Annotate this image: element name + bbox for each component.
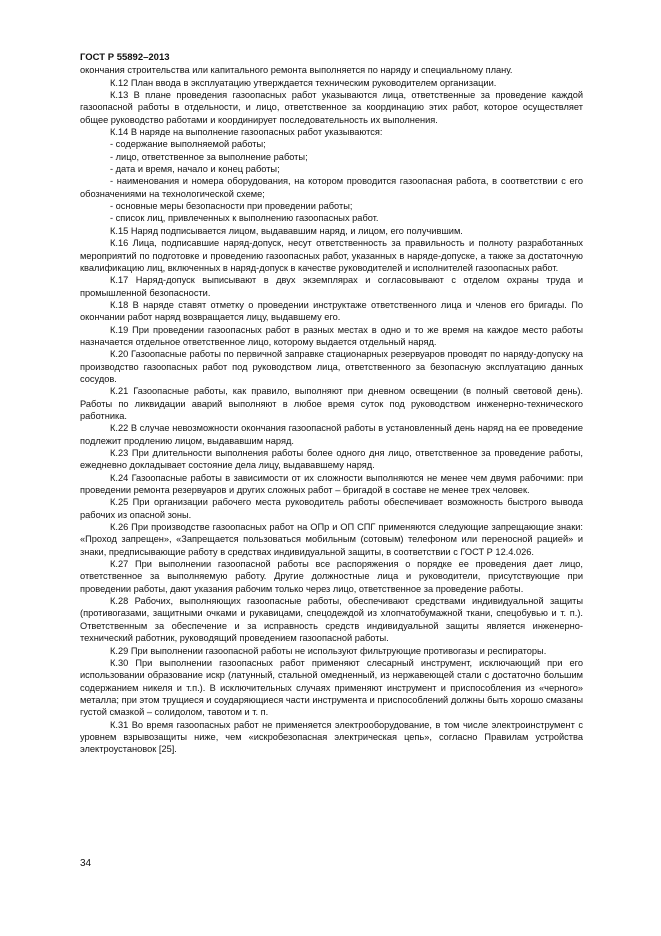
paragraph: окончания строительства или капитального ремонта выполняется по наряду и специальному плану.: [80, 65, 513, 76]
paragraph: - дата и время, начало и конец работы;: [110, 164, 280, 175]
paragraph: К.17 Наряд-допуск выписывают в двух экземплярах и согласовывают с отделом охраны труда и промышленной безопасности.: [80, 275, 583, 298]
paragraph: К.18 В наряде ставят отметку о проведении инструктаже ответственного лица и членов его бригады. По окончании работ наряд возвращается лицу, выдавшему его.: [80, 299, 583, 323]
paragraph: К.14 В наряде на выполнение газоопасных работ указываются:: [110, 127, 383, 138]
paragraph: К.15 Наряд подписывается лицом, выдававшим наряд, и лицом, его получившим.: [110, 225, 463, 236]
paragraph: К.26 При производстве газоопасных работ на ОПр и ОП СПГ применяются следующие запрещающие знаки: «Проход запрещен», «Запрещается пользоваться мобильным (сотовым) телефоном или переносной рацией» и знаки, предписывающие работу в средствах индивидуальной защиты, в соответствии с ГОСТ Р 12.4.026.: [80, 522, 583, 557]
paragraph: К.16 Лица, подписавшие наряд-допуск, несут ответственность за правильность и полноту разработанных мероприятий по подготовке и проведению газоопасных работ, указанных в наряде-допуске, а также за достаточную квалификацию лиц, включенных в наряд-допуск в качестве руководителей и исполнителей газоопасных работ.: [80, 238, 583, 273]
paragraph: К.21 Газоопасные работы, как правило, выполняют при дневном освещении (в полный световой день). Работы по ликвидации аварий выполняют в любое время суток под руководством инженерно-технического работника.: [80, 386, 583, 421]
paragraph: К.19 При проведении газоопасных работ в разных местах в одно и то же время на каждое место работы назначается отдельное ответственное лицо, которому выдается отдельный наряд.: [80, 324, 583, 347]
paragraph: - список лиц, привлеченных к выполнению газоопасных работ.: [110, 213, 379, 224]
paragraph: К.22 В случае невозможности окончания газоопасной работы в установленный день наряд на ее проведение подлежит продлению лицом, выдававшим наряд.: [80, 423, 583, 446]
paragraph: К.25 При организации рабочего места руководитель работы обеспечивает возможность быстрого вывода рабочих из опасной зоны.: [80, 497, 583, 520]
paragraph: К.27 При выполнении газоопасной работы все распоряжения о порядке ее проведения дает лицо, ответственное за выполняемую работу. Другие должностные лица и руководители, присутствующие при проведении работы, дают указания рабочим только через лицо, ответственное за проведение работы.: [80, 559, 583, 594]
paragraph: К.31 Во время газоопасных работ не применяется электрооборудование, в том числе электроинструмент с уровнем взрывозащиты ниже, чем «искробезопасная электрическая цепь», согласно Правилам устройства электроустановок [25].: [80, 719, 583, 755]
document-page: [80, 52, 583, 756]
paragraph: К.30 При выполнении газоопасных работ применяют слесарный инструмент, исключающий при его использовании образование искр (латунный, стальной омедненный, из нержавеющей стали с достаточно большим содержанием никеля и т.п.). В исключительных случаях применяют инструмент и приспособления из «черного» металла; при этом трущиеся и соударяющиеся части инструмента и приспособлений должны быть хорошо смазаны густой смазкой – солидолом, тавотом и т. п.: [80, 657, 583, 718]
paragraph: - наименования и номера оборудования, на котором проводится газоопасная работа, в соответствии с его обозначениями на технологической схеме;: [80, 176, 583, 199]
paragraph: - основные меры безопасности при проведении работы;: [110, 201, 353, 212]
body-text: [80, 64, 583, 755]
paragraph: К.24 Газоопасные работы в зависимости от их сложности выполняются не менее чем двумя рабочими: при проведении ремонта резервуаров и других сложных работ – бригадой в составе не менее трех человек.: [80, 472, 583, 496]
paragraph: К.13 В плане проведения газоопасных работ указываются лица, ответственные за проведение каждой газоопасной работы в отдельности, и лицо, ответственное за координацию этих работ, которое осуществляет общее руководство работами и координирует последовательность их выполнения.: [80, 90, 583, 125]
page-number: 34: [80, 858, 92, 869]
paragraph: - лицо, ответственное за выполнение работы;: [110, 151, 308, 162]
paragraph: К.28 Рабочих, выполняющих газоопасные работы, обеспечивают средствами индивидуальной защиты (противогазами, защитными очками и рукавицами, спецодеждой из хлопчатобумажной ткани, спецобувью и т. п.). Ответственным за обеспечение и за исправность средств индивидуальной защиты является инженерно-технический работник, руководящий проведением газоопасной работы.: [80, 596, 583, 644]
document-header: ГОСТ Р 55892–2013: [80, 52, 170, 63]
paragraph: К.23 При длительности выполнения работы более одного дня лицо, ответственное за проведение работы, ежедневно докладывает состояние дела лицу, выдававшему наряд.: [80, 448, 583, 471]
paragraph: К.12 План ввода в эксплуатацию утверждается техническим руководителем организации.: [110, 77, 497, 88]
paragraph: - содержание выполняемой работы;: [110, 139, 266, 150]
paragraph: К.29 При выполнении газоопасной работы не используют фильтрующие противогазы и респираторы.: [110, 645, 547, 656]
paragraph: К.20 Газоопасные работы по первичной заправке стационарных резервуаров проводят по наряду-допуску на производство газоопасных работ под руководством лица, ответственного за безопасную эксплуатацию данных сосудов.: [80, 349, 583, 384]
